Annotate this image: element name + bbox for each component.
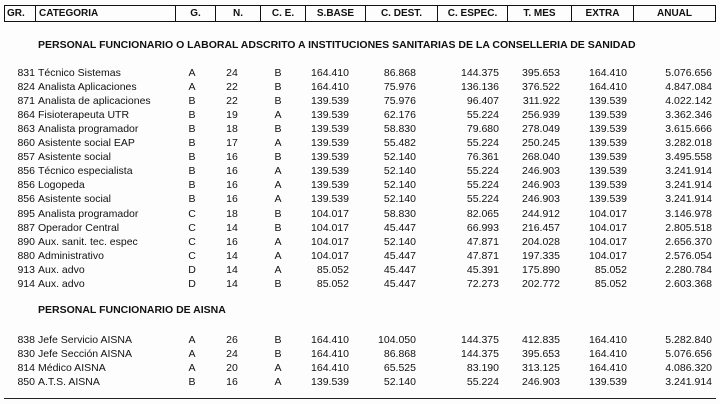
- cell-cespec: 55.224: [466, 179, 499, 192]
- table-row: [0, 249, 720, 263]
- cell-anual: 2.656.370: [665, 235, 712, 248]
- cell-cespec: 72.273: [466, 277, 499, 290]
- cell-gr: 887: [17, 221, 35, 234]
- cell-tmes: 246.903: [522, 193, 560, 206]
- cell-sbase: 164.410: [311, 348, 349, 361]
- cell-tmes: 246.903: [522, 376, 560, 389]
- cell-ce: B: [274, 123, 282, 136]
- cell-ce: B: [274, 348, 282, 361]
- cell-categoria: Analista de aplicaciones: [38, 95, 151, 108]
- cell-g: B: [188, 137, 196, 150]
- cell-sbase: 139.539: [311, 376, 349, 389]
- cell-tmes: 204.028: [522, 235, 560, 248]
- cell-g: B: [188, 151, 196, 164]
- table-row: [0, 122, 720, 136]
- cell-anual: 3.241.914: [665, 179, 712, 192]
- cell-cdest: 58.830: [383, 123, 416, 136]
- cell-cdest: 52.140: [383, 376, 416, 389]
- cell-g: C: [188, 221, 196, 234]
- cell-gr: 830: [17, 348, 35, 361]
- table-row: [0, 178, 720, 192]
- table-row: [0, 136, 720, 150]
- cell-cespec: 45.391: [466, 263, 499, 276]
- cell-g: A: [188, 348, 196, 361]
- cell-n: 17: [226, 137, 238, 150]
- table-row: [0, 375, 720, 389]
- cell-sbase: 139.539: [311, 193, 349, 206]
- cell-tmes: 256.939: [522, 109, 560, 122]
- cell-sbase: 139.539: [311, 165, 349, 178]
- cell-ce: B: [274, 277, 282, 290]
- cell-extra: 104.017: [589, 249, 627, 262]
- cell-extra: 139.539: [589, 376, 627, 389]
- cell-cespec: 55.224: [466, 165, 499, 178]
- cell-n: 14: [226, 249, 238, 262]
- cell-sbase: 139.539: [311, 95, 349, 108]
- cell-anual: 2.805.518: [665, 221, 712, 234]
- cell-gr: 880: [17, 249, 35, 262]
- cell-extra: 139.539: [589, 193, 627, 206]
- cell-anual: 2.576.054: [665, 249, 712, 262]
- cell-ce: B: [274, 95, 282, 108]
- cell-cdest: 58.830: [383, 207, 416, 220]
- cell-n: 14: [226, 263, 238, 276]
- header-gr: GR.: [7, 8, 25, 19]
- cell-extra: 104.017: [589, 207, 627, 220]
- cell-g: A: [188, 81, 196, 94]
- cell-categoria: Logopeda: [38, 179, 85, 192]
- cell-ce: B: [274, 81, 282, 94]
- table-row: [0, 347, 720, 361]
- cell-extra: 139.539: [589, 179, 627, 192]
- cell-gr: 863: [17, 123, 35, 136]
- cell-n: 18: [226, 207, 238, 220]
- header-cespec: C. ESPEC.: [437, 6, 507, 21]
- cell-g: B: [188, 95, 196, 108]
- cell-extra: 104.017: [589, 221, 627, 234]
- cell-anual: 2.603.368: [665, 277, 712, 290]
- cell-g: A: [188, 334, 196, 346]
- cell-sbase: 164.410: [311, 81, 349, 94]
- table-row: [0, 66, 720, 80]
- header-ce: C. E.: [260, 6, 305, 21]
- cell-n: 20: [226, 362, 238, 375]
- cell-n: 16: [226, 165, 238, 178]
- cell-ce: B: [274, 151, 282, 164]
- cell-cdest: 104.050: [378, 334, 416, 346]
- cell-ce: A: [274, 137, 282, 150]
- cell-cdest: 75.976: [383, 95, 416, 108]
- cell-cdest: 86.868: [383, 348, 416, 361]
- cell-g: B: [188, 179, 196, 192]
- cell-gr: 913: [17, 263, 35, 276]
- cell-g: B: [188, 165, 196, 178]
- cell-sbase: 139.539: [311, 109, 349, 122]
- cell-anual: 3.495.558: [665, 151, 712, 164]
- cell-g: A: [188, 67, 196, 79]
- cell-n: 22: [226, 95, 238, 108]
- cell-categoria: Técnico Sistemas: [38, 67, 121, 79]
- bottom-rule: [4, 398, 716, 399]
- cell-cdest: 45.447: [383, 249, 416, 262]
- cell-gr: 856: [17, 165, 35, 178]
- cell-gr: 814: [17, 362, 35, 375]
- cell-cespec: 144.375: [461, 67, 499, 79]
- cell-cdest: 86.868: [383, 67, 416, 79]
- header-g: G.: [175, 6, 215, 21]
- cell-anual: 3.146.978: [665, 207, 712, 220]
- header-anual: ANUAL: [633, 6, 715, 21]
- cell-extra: 139.539: [589, 165, 627, 178]
- cell-gr: 824: [17, 81, 35, 94]
- cell-extra: 139.539: [589, 137, 627, 150]
- cell-extra: 164.410: [589, 348, 627, 361]
- cell-n: 22: [226, 81, 238, 94]
- cell-ce: B: [274, 67, 282, 79]
- cell-ce: A: [274, 165, 282, 178]
- cell-gr: 914: [17, 277, 35, 290]
- cell-categoria: Analista programador: [38, 123, 139, 136]
- cell-gr: 871: [17, 95, 35, 108]
- cell-ce: A: [274, 109, 282, 122]
- header-extra: EXTRA: [571, 6, 633, 21]
- cell-tmes: 376.522: [522, 81, 560, 94]
- header-sbase: S.BASE: [305, 6, 365, 21]
- cell-anual: 5.076.656: [665, 348, 712, 361]
- cell-anual: 3.615.666: [665, 123, 712, 136]
- cell-sbase: 104.017: [311, 221, 349, 234]
- cell-anual: 3.241.914: [665, 193, 712, 206]
- cell-categoria: Fisioterapeuta UTR: [38, 109, 130, 122]
- cell-extra: 164.410: [589, 81, 627, 94]
- header-categoria: CATEGORIA: [35, 6, 175, 21]
- cell-anual: 4.086.320: [665, 362, 712, 375]
- cell-sbase: 164.410: [311, 362, 349, 375]
- table-row: [0, 333, 720, 347]
- cell-tmes: 268.040: [522, 151, 560, 164]
- cell-ce: B: [274, 207, 282, 220]
- header-cdest: C. DEST.: [365, 6, 437, 21]
- cell-tmes: 395.653: [522, 67, 560, 79]
- cell-anual: 3.241.914: [665, 376, 712, 389]
- cell-cdest: 65.525: [383, 362, 416, 375]
- cell-anual: 4.847.084: [665, 81, 712, 94]
- cell-sbase: 85.052: [316, 263, 349, 276]
- cell-anual: 3.282.018: [665, 137, 712, 150]
- cell-categoria: A.T.S. AISNA: [38, 376, 100, 389]
- cell-g: B: [188, 376, 196, 389]
- cell-gr: 890: [17, 235, 35, 248]
- cell-gr: 895: [17, 207, 35, 220]
- cell-ce: A: [274, 263, 282, 276]
- cell-cespec: 144.375: [461, 348, 499, 361]
- cell-anual: 5.282.840: [665, 334, 712, 346]
- cell-cespec: 55.224: [466, 376, 499, 389]
- cell-cespec: 83.190: [466, 362, 499, 375]
- table-row: [0, 80, 720, 94]
- cell-g: D: [188, 263, 196, 276]
- cell-n: 16: [226, 376, 238, 389]
- table-header-row: [4, 5, 716, 22]
- cell-categoria: Analista Aplicaciones: [38, 81, 137, 94]
- cell-g: B: [188, 123, 196, 136]
- cell-categoria: Jefe Sección AISNA: [38, 348, 132, 361]
- cell-cespec: 144.375: [461, 334, 499, 346]
- cell-anual: 4.022.142: [665, 95, 712, 108]
- cell-cespec: 82.065: [466, 207, 499, 220]
- cell-tmes: 313.125: [522, 362, 560, 375]
- cell-n: 14: [226, 277, 238, 290]
- cell-anual: 3.241.914: [665, 165, 712, 178]
- cell-cdest: 45.447: [383, 221, 416, 234]
- header-n: N.: [215, 6, 260, 21]
- cell-g: C: [188, 235, 196, 248]
- cell-sbase: 139.539: [311, 179, 349, 192]
- cell-g: D: [188, 277, 196, 290]
- cell-extra: 85.052: [594, 263, 627, 276]
- section-title: PERSONAL FUNCIONARIO DE AISNA: [38, 304, 226, 316]
- cell-cdest: 52.140: [383, 193, 416, 206]
- cell-tmes: 216.457: [522, 221, 560, 234]
- cell-cdest: 62.176: [383, 109, 416, 122]
- cell-tmes: 197.335: [522, 249, 560, 262]
- cell-gr: 838: [17, 334, 35, 346]
- cell-tmes: 412.835: [522, 334, 560, 346]
- cell-anual: 3.362.346: [665, 109, 712, 122]
- cell-anual: 2.280.784: [665, 263, 712, 276]
- header-tmes: T. MES: [507, 6, 571, 21]
- cell-cespec: 55.224: [466, 137, 499, 150]
- cell-extra: 139.539: [589, 123, 627, 136]
- cell-gr: 857: [17, 151, 35, 164]
- cell-n: 16: [226, 193, 238, 206]
- cell-categoria: Operador Central: [38, 221, 120, 234]
- cell-categoria: Asistente social: [38, 193, 111, 206]
- cell-n: 16: [226, 179, 238, 192]
- cell-categoria: Administrativo: [38, 249, 104, 262]
- table-row: [0, 150, 720, 164]
- cell-tmes: 202.772: [522, 277, 560, 290]
- cell-n: 16: [226, 235, 238, 248]
- cell-categoria: Aux. advo: [38, 263, 85, 276]
- table-row: [0, 94, 720, 108]
- cell-sbase: 139.539: [311, 123, 349, 136]
- cell-tmes: 244.912: [522, 207, 560, 220]
- cell-n: 19: [226, 109, 238, 122]
- table-row: [0, 164, 720, 178]
- cell-extra: 164.410: [589, 334, 627, 346]
- cell-tmes: 246.903: [522, 179, 560, 192]
- cell-gr: 831: [17, 67, 35, 79]
- cell-gr: 850: [17, 376, 35, 389]
- cell-tmes: 250.245: [522, 137, 560, 150]
- table-row: [0, 263, 720, 277]
- table-row: [0, 221, 720, 235]
- cell-cespec: 96.407: [466, 95, 499, 108]
- cell-n: 16: [226, 151, 238, 164]
- cell-ce: A: [274, 376, 282, 389]
- cell-cdest: 52.140: [383, 151, 416, 164]
- cell-cespec: 66.993: [466, 221, 499, 234]
- cell-g: C: [188, 249, 196, 262]
- cell-gr: 856: [17, 179, 35, 192]
- cell-n: 24: [226, 67, 238, 79]
- cell-anual: 5.076.656: [665, 67, 712, 79]
- cell-extra: 139.539: [589, 151, 627, 164]
- cell-sbase: 164.410: [311, 67, 349, 79]
- cell-cdest: 55.482: [383, 137, 416, 150]
- table-row: [0, 277, 720, 291]
- cell-categoria: Aux. advo: [38, 277, 85, 290]
- table-row: [0, 192, 720, 206]
- cell-cdest: 52.140: [383, 179, 416, 192]
- cell-sbase: 104.017: [311, 207, 349, 220]
- cell-sbase: 104.017: [311, 249, 349, 262]
- cell-categoria: Jefe Servicio AISNA: [38, 334, 132, 346]
- cell-categoria: Médico AISNA: [38, 362, 106, 375]
- cell-categoria: Asistente social EAP: [38, 137, 135, 150]
- cell-cespec: 55.224: [466, 193, 499, 206]
- cell-cespec: 47.871: [466, 235, 499, 248]
- cell-cdest: 45.447: [383, 277, 416, 290]
- cell-n: 14: [226, 221, 238, 234]
- cell-categoria: Técnico especialista: [38, 165, 133, 178]
- cell-n: 24: [226, 348, 238, 361]
- cell-n: 18: [226, 123, 238, 136]
- cell-cdest: 75.976: [383, 81, 416, 94]
- cell-ce: B: [274, 334, 282, 346]
- cell-g: C: [188, 207, 196, 220]
- cell-tmes: 395.653: [522, 348, 560, 361]
- cell-extra: 85.052: [594, 277, 627, 290]
- cell-n: 26: [226, 334, 238, 346]
- table-row: [0, 108, 720, 122]
- cell-sbase: 164.410: [311, 334, 349, 346]
- table-row: [0, 361, 720, 375]
- cell-categoria: Asistente social: [38, 151, 111, 164]
- section-title: PERSONAL FUNCIONARIO O LABORAL ADSCRITO A INSTITUCIONES SANITARIAS DE LA CONSELLERIA DE SANIDAD: [38, 39, 636, 51]
- cell-gr: 856: [17, 193, 35, 206]
- cell-g: B: [188, 193, 196, 206]
- cell-gr: 860: [17, 137, 35, 150]
- cell-extra: 139.539: [589, 95, 627, 108]
- table-row: [0, 235, 720, 249]
- cell-extra: 164.410: [589, 362, 627, 375]
- cell-ce: A: [274, 179, 282, 192]
- cell-ce: A: [274, 193, 282, 206]
- table-row: [0, 207, 720, 221]
- cell-extra: 139.539: [589, 109, 627, 122]
- cell-sbase: 85.052: [316, 277, 349, 290]
- cell-cespec: 136.136: [461, 81, 499, 94]
- cell-sbase: 104.017: [311, 235, 349, 248]
- cell-cdest: 52.140: [383, 165, 416, 178]
- cell-tmes: 278.049: [522, 123, 560, 136]
- cell-cespec: 76.361: [466, 151, 499, 164]
- cell-g: A: [188, 362, 196, 375]
- cell-ce: A: [274, 362, 282, 375]
- cell-ce: A: [274, 235, 282, 248]
- cell-tmes: 175.890: [522, 263, 560, 276]
- cell-tmes: 246.903: [522, 165, 560, 178]
- cell-cespec: 79.680: [466, 123, 499, 136]
- cell-extra: 104.017: [589, 235, 627, 248]
- cell-ce: B: [274, 221, 282, 234]
- cell-cdest: 45.447: [383, 263, 416, 276]
- cell-sbase: 139.539: [311, 137, 349, 150]
- cell-g: B: [188, 109, 196, 122]
- cell-cespec: 55.224: [466, 109, 499, 122]
- cell-gr: 864: [17, 109, 35, 122]
- cell-cdest: 52.140: [383, 235, 416, 248]
- cell-tmes: 311.922: [522, 95, 560, 108]
- cell-cespec: 47.871: [466, 249, 499, 262]
- cell-extra: 164.410: [589, 67, 627, 79]
- cell-ce: A: [274, 249, 282, 262]
- cell-sbase: 139.539: [311, 151, 349, 164]
- cell-categoria: Aux. sanit. tec. espec: [38, 235, 138, 248]
- cell-categoria: Analista programador: [38, 207, 139, 220]
